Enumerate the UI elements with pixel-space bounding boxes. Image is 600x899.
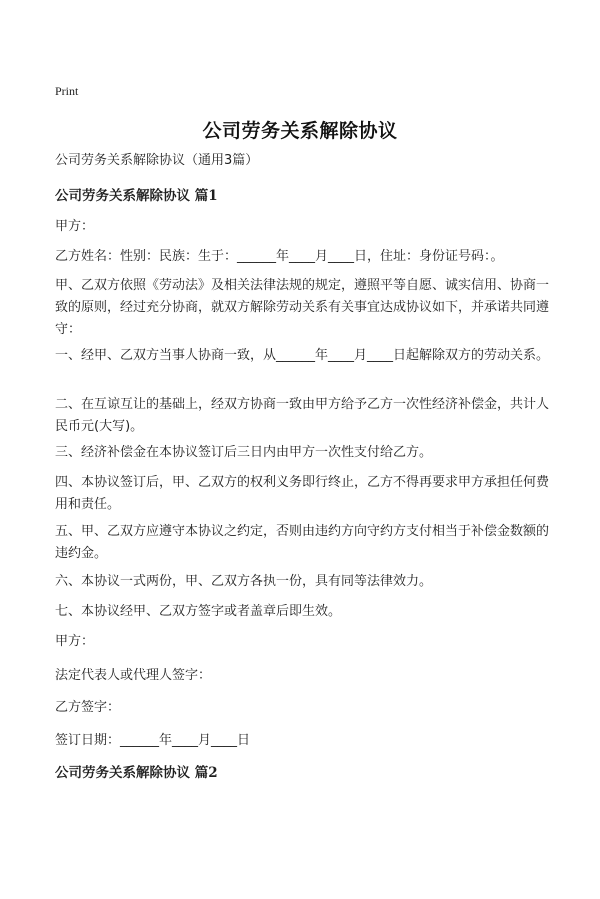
clause-2: 二、在互谅互让的基础上，经双方协商一致由甲方给予乙方一次性经济补偿金，共计人民币元(大写)。 [55,397,550,434]
section-heading-1: 公司劳务关系解除协议 篇1 [55,188,218,204]
clause-1: 一、经甲、乙双方当事人协商一致，从______年____月____日起解除双方的劳动关系。 [55,348,550,363]
sign-representative: 法定代表人或代理人签字： [55,668,212,683]
sign-party-b: 乙方签字： [55,700,121,715]
document-subtitle: 公司劳务关系解除协议（通用3篇） [55,153,259,168]
intro-paragraph: 甲、乙双方依照《劳动法》及相关法律法规的规定，遵照平等自愿、诚实信用、协商一致的原则，经过充分协商，就双方解除劳动关系有关事宜达成协议如下，并承诺共同遵守： [55,278,550,337]
sign-date: 签订日期：______年____月____日 [55,733,251,748]
party-b-info: 乙方姓名：性别：民族：生于：______年____月____日，住址：身份证号码：。 [55,249,504,264]
party-a-label: 甲方： [55,219,95,234]
clause-3: 三、经济补偿金在本协议签订后三日内由甲方一次性支付给乙方。 [55,445,433,460]
clause-4: 四、本协议签订后，甲、乙双方的权利义务即行终止，乙方不得再要求甲方承担任何费用和责任。 [55,475,550,512]
section-heading-2: 公司劳务关系解除协议 篇2 [55,765,218,781]
clause-6: 六、本协议一式两份，甲、乙双方各执一份，具有同等法律效力。 [55,574,433,589]
sign-party-a: 甲方： [55,634,95,649]
document-title: 公司劳务关系解除协议 [202,120,398,142]
clause-7: 七、本协议经甲、乙双方签字或者盖章后即生效。 [55,604,342,619]
print-link[interactable]: Print [55,84,79,98]
clause-5: 五、甲、乙双方应遵守本协议之约定，否则由违约方向守约方支付相当于补偿金数额的违约金。 [55,524,550,561]
